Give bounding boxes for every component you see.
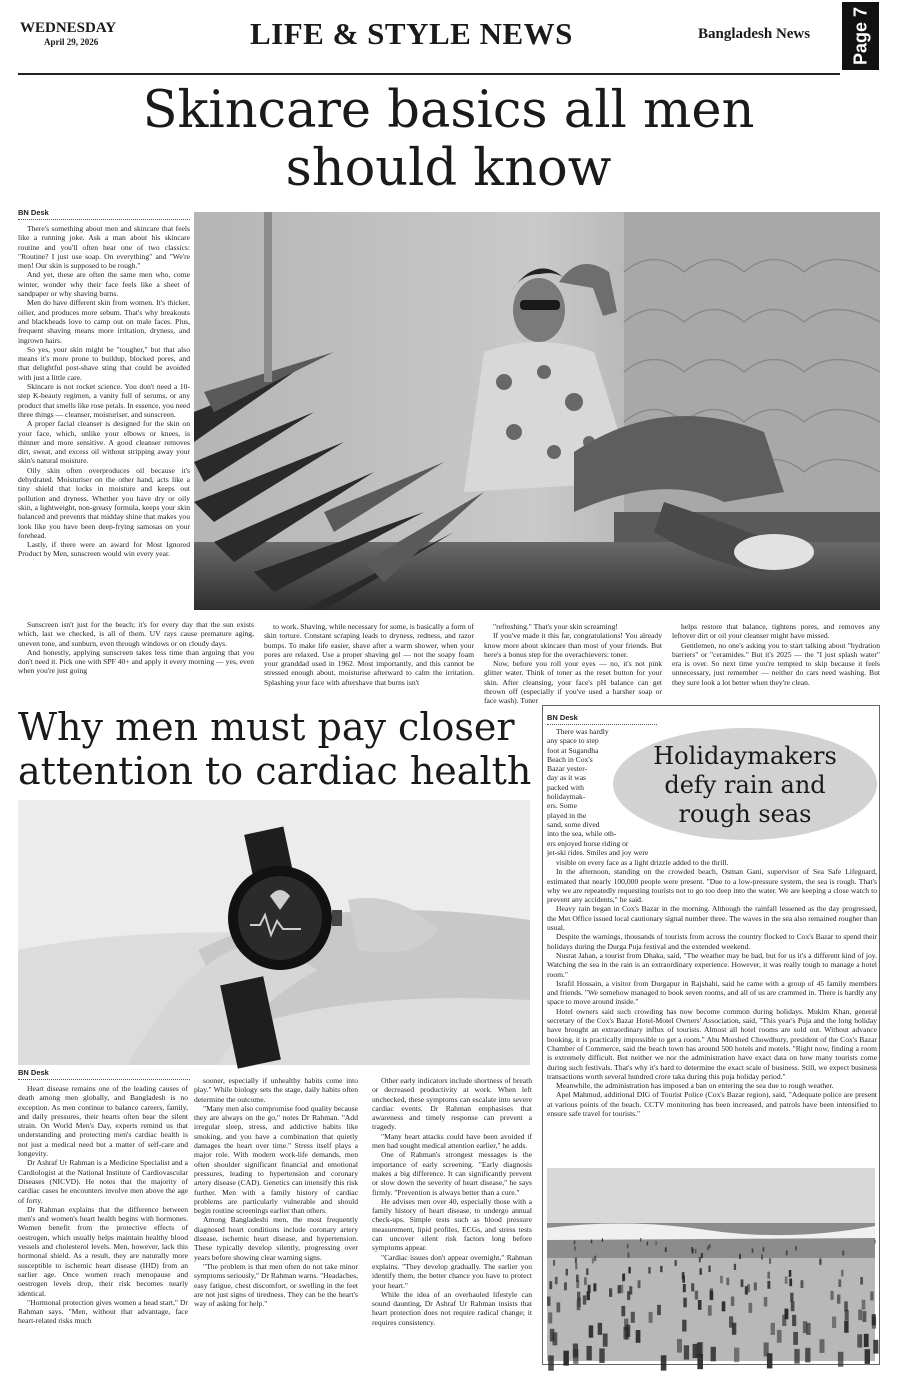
intro-line: packed with: [547, 782, 584, 792]
story3-headline-line1: Holidaymakers: [653, 742, 837, 770]
paragraph: And honestly, applying sunscreen takes less time than arguing that you don't need it. Pick one with SPF 40+ and apply it every morning — yes, even when you're just going: [18, 647, 254, 676]
story2-headline-line2: attention to cardiac health: [18, 749, 532, 793]
story3-headline-line3: rough seas: [678, 800, 812, 828]
section-title: LIFE & STYLE NEWS: [250, 16, 573, 51]
smartwatch-photo: [18, 800, 530, 1065]
story3-byline: BN Desk: [547, 713, 657, 725]
paragraph: One of Rahman's strongest messages is the importance of early screening. "Early diagnosis makes a big difference. It can significantly prevent or slow down the severity of heart disease," he says firmly. "Prevention is always better than a cure.": [372, 1150, 532, 1197]
story2-col2: [194, 1076, 358, 1362]
story2-photo: [18, 800, 530, 1065]
paragraph: So yes, your skin might be "tougher," but that also means it's more prone to buildup, blocked pores, and that delightful post-shave sting that could be avoided with just a little care.: [18, 344, 190, 382]
paragraph: Gentlemen, no one's asking you to start talking about "hydration barriers" or "ceramides." But it's 2025 — the "I just splash water" era is over. So next time you're tempted to skip because it feels unnecessary, just remember — neither do cars need washing. But they sure look a lot better when they're clean.: [672, 640, 880, 687]
intro-line: sand, some dived: [547, 819, 600, 829]
page-number-label: Page 7: [850, 6, 870, 66]
paper-name: Bangladesh News: [698, 26, 811, 42]
intro-line: foot at Sugandha: [547, 745, 599, 755]
paragraph: Apel Mahmud, additional DIG of Tourist Police (Cox's Bazar region), said, "Adequate police are present at various points of the beach. CCTV monitoring has been increased, and patrols have been intensified to ensure safe travel for tourists.": [547, 1090, 877, 1119]
intro-line: played in the: [547, 810, 587, 820]
paragraph: Men do have different skin from women. It's thicker, oilier, and produces more sebum. That's why breakouts and blackheads love to camp out on male faces. Plus, frequent shaving means more irritation, dryness, and ingrown hairs.: [18, 298, 190, 345]
paragraph: In the afternoon, standing on the crowded beach, Osman Gani, supervisor of Sea Safe Lifeguard, estimated that nearly 100,000 people were present. "Due to a low-pressure system, the sea is rough. That's why we are repeatedly requesting tourists not to go too deep into the water. We are keeping a close watch to prevent any accidents," he said.: [547, 867, 877, 905]
intro-line: ers. Some: [547, 801, 577, 811]
paragraph: sooner, especially if unhealthy habits come into play." While biology sets the stage, daily habits often determine the outcome.: [194, 1076, 358, 1104]
paragraph: "The problem is that men often do not take minor symptoms seriously," Dr Rahman warns. "Headaches, easy fatigue, chest discomfort, or swelling in the feet are not just signs of tiredness. They can be the heart's way of asking for help.": [194, 1261, 358, 1309]
intro-line: jet-ski rides. Smiles and joy were: [547, 847, 649, 857]
story1-headline-line2: should know: [285, 139, 612, 198]
story3-intro: [547, 727, 877, 857]
paragraph: visible on every face as a light drizzle added to the thrill.: [556, 858, 729, 867]
story3-photo: [547, 1168, 875, 1361]
masthead-day: WEDNESDAY: [20, 20, 117, 36]
paragraph: "Hormonal protection gives women a head start," Dr Rahman says. "Men, without that advantage, face heart-related risks much: [18, 1297, 188, 1326]
masthead-date: April 29, 2026: [44, 37, 99, 47]
intro-line: into the sea, while oth-: [547, 829, 617, 839]
paragraph: "Many heart attacks could have been avoided if men had sought medical attention earlier," he adds.: [372, 1131, 532, 1151]
intro-line: Beach in Cox's: [547, 754, 593, 764]
paragraph: Israfil Hossain, a visitor from Durgapur in Rajshahi, said he came with a group of 45 family members and friends. "We somehow managed to book seven rooms, and all of us are crammed in. There is hardly any space to move around inside.": [547, 978, 877, 1007]
story1-col1-continued: [18, 620, 254, 700]
paragraph: Dr Ashraf Ur Rahman is a Medicine Specialist and a Cardiologist at the National Institute of Cardiovascular Diseases (NICVD). He notes that the majority of cardiac cases he encounters involve men above the age of forty.: [18, 1158, 188, 1205]
paragraph: Sunscreen isn't just for the beach; it's for every day that the sun exists which, last we checked, is all of them. UV rays cause premature aging, uneven tone, and sunburn, even through windows or on cloudy days.: [18, 620, 254, 648]
story2-col3: [372, 1076, 532, 1362]
paragraph: Now, before you roll your eyes — no, it's not pink glitter water. Think of toner as the reset button for your skin. After cleansing, your face's pH balance can get thrown off (especially if you've used a harsher soap or face wash). Toner: [484, 659, 662, 706]
paragraph: "refreshing." That's your skin screaming!: [493, 622, 618, 631]
masthead: [0, 0, 897, 80]
story3-body: [547, 858, 877, 1164]
masthead-rule: [18, 73, 840, 75]
paragraph: He advises men over 40, especially those with a family history of heart disease, to undergo annual check-ups. Simple tests such as blood pressure measurement, lipid profiles, ECGs, and stress tests can uncover silent risk factors long before symptoms appear.: [372, 1196, 532, 1253]
paragraph: Among Bangladeshi men, the most frequently diagnosed heart conditions include coronary artery disease, ischemic heart disease, and hypertension. These typically develop silently, progressing over years before showing clear warning signs.: [194, 1215, 358, 1262]
story1-col4: [672, 622, 880, 700]
paragraph: Heavy rain began in Cox's Bazar in the morning. Although the rainfall lessened as the day progressed, the Met Office issued local cautionary signal number three. The waves in the sea also remained rougher than usual.: [547, 904, 877, 933]
story1-byline: BN Desk: [18, 208, 190, 220]
intro-line: ers enjoyed horse riding or: [547, 838, 629, 848]
paragraph: helps restore that balance, tightens pores, and removes any leftover dirt or oil your cleanser might have missed.: [672, 622, 880, 641]
intro-line: any space to step: [547, 736, 599, 746]
crowded-beach-photo: [547, 1168, 875, 1361]
story2-headline-line1: Why men must pay closer: [18, 705, 515, 749]
paragraph: Skincare is not rocket science. You don't need a 10-step K-beauty regimen, a vanity full of serums, or any product that smells like rose petals. In essence, you need three things — cleanser, moisturiser, and sunscreen.: [18, 382, 190, 419]
paragraph: While the idea of an overhauled lifestyle can sound daunting, Dr Ashraf Ur Rahman insists that heart protection does not require radical change; it requires consistency.: [372, 1289, 532, 1327]
story1-headline: [0, 82, 897, 198]
paragraph: to work. Shaving, while necessary for some, is basically a form of skin torture. Constant scraping leads to dryness, redness, and razor bumps. To make life easier, shave after a warm shower, when your pores are relaxed. Use a proper shaving gel — not the soapy foam your granddad used in 1962. Most importantly, and this cannot be stressed enough about, moisturise afterward to calm the irritation. Splashing your face with aftershave that burns isn't: [264, 622, 474, 687]
paragraph: And yet, these are often the same men who, come winter, wonder why their face feels like a sheet of sandpaper or why shaving burns.: [18, 270, 190, 299]
story2-headline: [18, 705, 538, 793]
story1-col2: [264, 622, 474, 700]
paragraph: "Many men also compromise food quality because they are always on the go," notes Dr Rahman. "Add irregular sleep, stress, and addictive habits like smoking, and you have a combination that quietly damages the heart over time." Stress itself plays a major role. With modern work-life demands, men often shoulder significant financial and emotional pressures, leading to hypertension and coronary artery disease (CAD). Genetics can intensify this risk further. Men with a family history of cardiac problems are particularly vulnerable and should begin routine screenings earlier than others.: [194, 1103, 358, 1216]
paragraph: Nusrat Jahan, a tourist from Dhaka, said, "The weather may be bad, but for us it's a different kind of joy. Watching the sea in the rain is an extraordinary experience. However, it was really tough to manage a hotel room.": [547, 950, 877, 979]
story2-col1: [18, 1084, 188, 1362]
story3-headline-line2: defy rain and: [664, 771, 826, 799]
paragraph: Other early indicators include shortness of breath or decreased productivity at work. When left unchecked, these symptoms can escalate into severe cardiac events. Dr Rahman emphasises that awareness and timely response can prevent a tragedy.: [372, 1076, 532, 1132]
intro-line: There was hardly: [556, 727, 609, 736]
paragraph: Lastly, if there were an award for Most Ignored Product by Men, sunscreen would win every year.: [18, 540, 190, 559]
paragraph: Despite the warnings, thousands of tourists from across the country flocked to Cox's Bazar to spend their holidays during the Durga Puja festival and the extended weekend.: [547, 932, 877, 951]
paragraph: Heart disease remains one of the leading causes of death among men globally, and Bangladesh is no exception. As men continue to balance careers, family, and daily pressures, their hearts often bear the silent strain. On World Men's Day, experts remind us that understanding and protecting men's cardiac health is not just a medical need but a matter of self-care and longevity.: [18, 1084, 188, 1159]
paragraph: There's something about men and skincare that feels like a running joke. Ask a man about his skincare routine and you'll often hear one of two classics: "Routine? I just use soap. On everything" and "We're men! Our skin is supposed to be rough.": [18, 224, 190, 271]
paragraph: If you've made it this far, congratulations! You already know more about skincare than most of your friends. But here's a bonus step for the overachievers: toner.: [484, 631, 662, 659]
story1-col1: [18, 224, 190, 621]
story2-byline: BN Desk: [18, 1068, 190, 1080]
story1-col3: [484, 622, 662, 706]
paragraph: "Cardiac issues don't appear overnight," Rahman explains. "They develop gradually. The earlier you identify them, the better chance you have to protect your heart.": [372, 1252, 532, 1290]
intro-line: Bazar yester-: [547, 764, 588, 774]
story1-headline-line1: Skincare basics all men: [142, 81, 755, 140]
page-number-box: [842, 2, 879, 70]
paragraph: Oily skin often overproduces oil because it's dehydrated. Moisturiser on the other hand, acts like a tiny shield that locks in moisture and keeps out pollution and dryness. Whether you have dry or oily skin, a lightweight, non-greasy formula, keeps your skin balanced and prevents that midday shine that makes you look like you have been deep-frying samosas on your forehead.: [18, 465, 190, 540]
intro-line: holidaymak-: [547, 792, 586, 802]
story1-photo: [194, 212, 880, 610]
intro-line: day as it was: [547, 773, 587, 783]
paragraph: Meanwhile, the administration has imposed a ban on entering the sea due to rough weather.: [556, 1081, 834, 1091]
paragraph: Hotel owners said such crowding has now become common during holidays. Mukim Khan, general secretary of the Cox's Bazar Hotel-Motel Owners' Association, said, "This year's Puja and the long holiday have brought an extraordinary influx of tourists. Almost all hotel rooms are sold out. Without advance booking, it is practically impossible to get a room." Abu Morshed Chowdhury, president of the Cox's Bazar Chamber of Commerce, said the beach town has around 500 hotels and motels. "Right now, finding a room is extremely difficult. But neither we nor the administration have exact data on how many tourists come during such festivals. That's why it's hard to determine the exact scale of business. Still, we expect business transactions worth several hundred crore taka during this puja holiday period.": [547, 1006, 877, 1081]
man-seated-photo: [194, 212, 880, 610]
paragraph: Dr Rahman explains that the difference between men's and women's heart health begins with hormones. Women benefit from the protective effects of oestrogen, which usually helps maintain healthy blood vessels and cholesterol levels. Men, however, lack this hormonal shield. As a result, they are naturally more susceptible to ischemic heart disease (IHD) from an earlier age. Once women reach menopause and oestrogen levels drop, their risk becomes nearly identical.: [18, 1204, 188, 1298]
paragraph: A proper facial cleanser is designed for the skin on your face, which, unlike your elbows or knees, is thinner and more sensitive. A good cleanser removes dirt, sweat, and excess oil without stripping away your skin's natural moisture.: [18, 419, 190, 466]
